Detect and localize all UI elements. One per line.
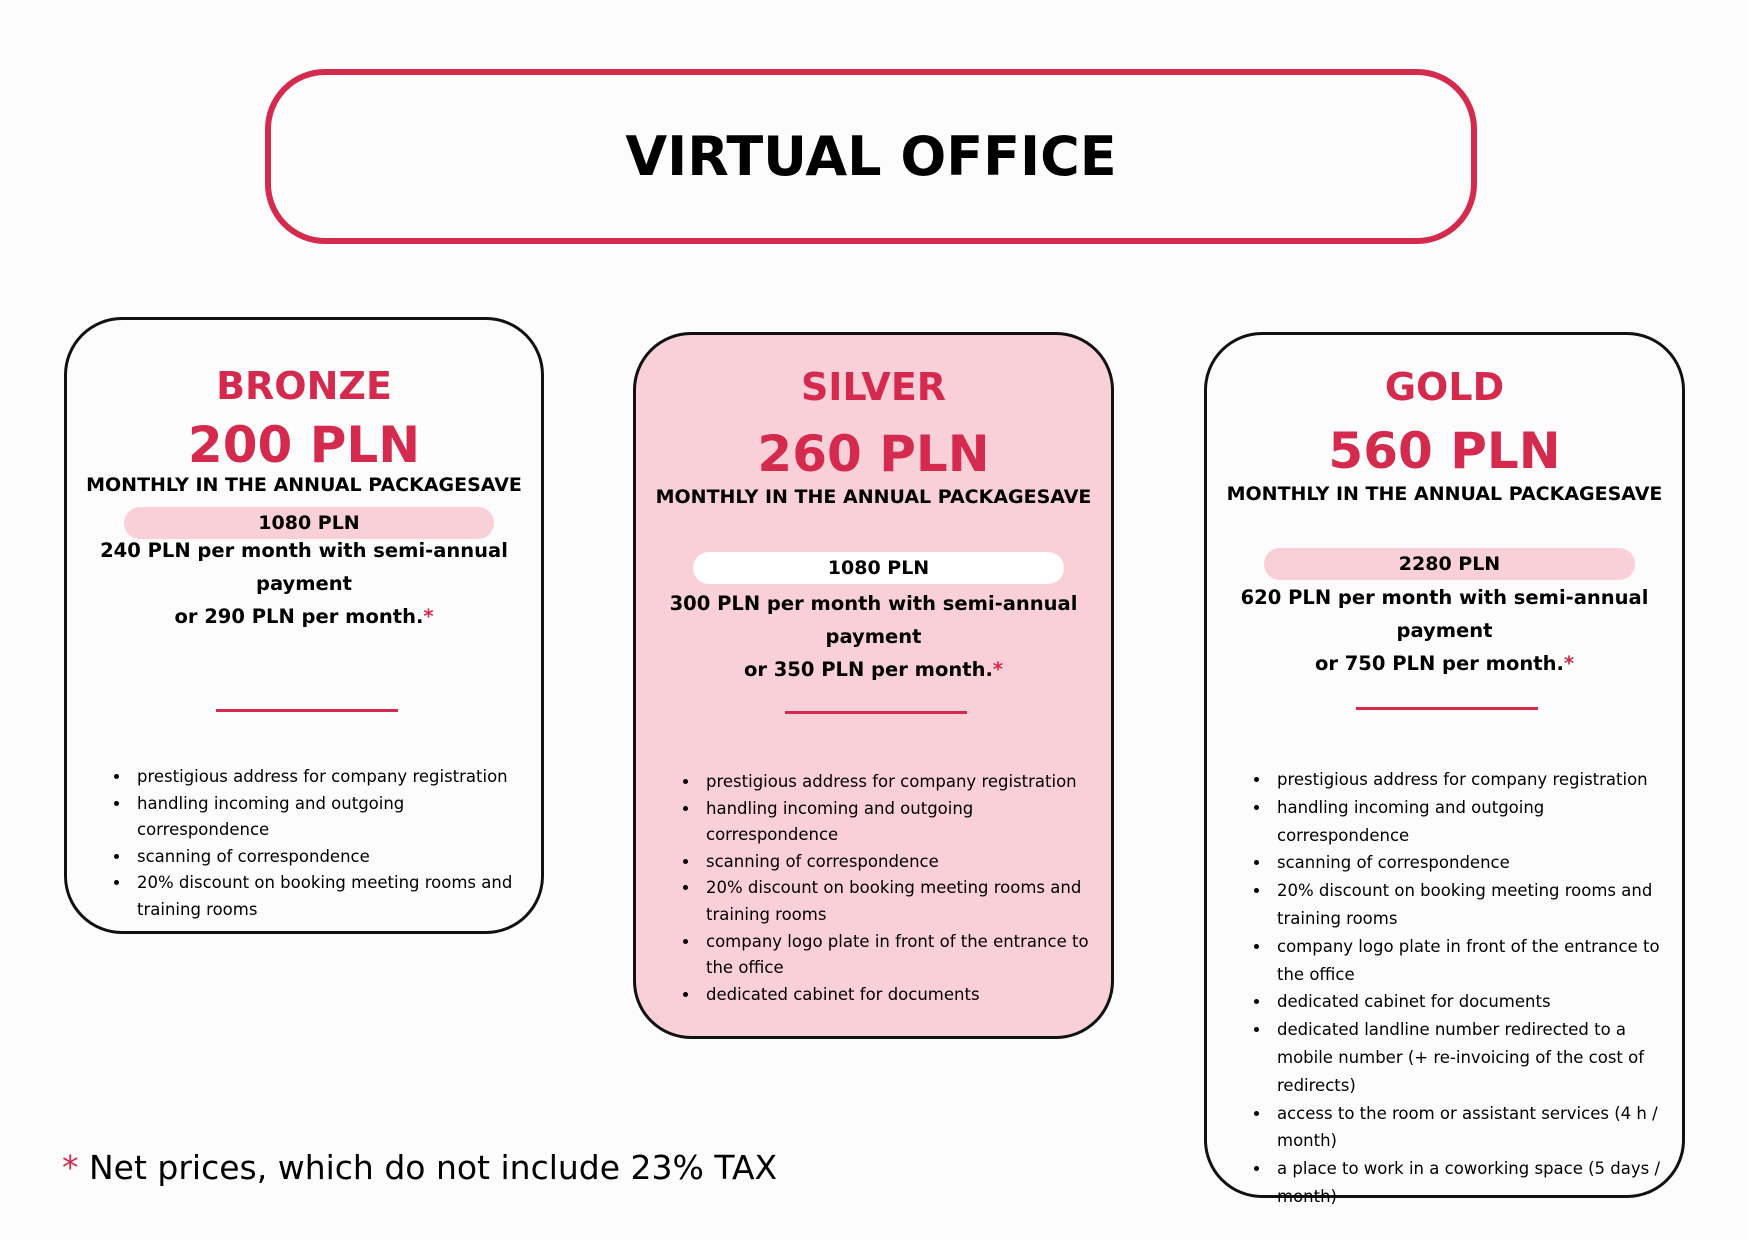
plan-card-gold (1204, 332, 1685, 1206)
alt-pricing (1207, 581, 1682, 680)
divider (785, 711, 967, 714)
monthly-label: MONTHLY IN THE ANNUAL PACKAGESAVE (655, 486, 1092, 508)
feature-item: • 20% discount on booking meeting rooms and training rooms (700, 875, 1101, 928)
feature-item: • company logo plate in front of the entrance to the office (700, 929, 1101, 982)
feature-list (1241, 766, 1672, 1211)
title-banner (265, 69, 1477, 244)
plan-card-silver (633, 332, 1114, 1039)
feature-item: • prestigious address for company registration (131, 764, 531, 791)
feature-item: • dedicated landline number redirected to a mobile number (+ re-invoicing of the cost of redirects) (1271, 1016, 1672, 1099)
feature-item: • handling incoming and outgoing correspondence (1271, 794, 1672, 850)
feature-item: • handling incoming and outgoing correspondence (700, 796, 1101, 849)
plan-price: 560 PLN (1328, 422, 1561, 480)
alt-pricing-line2 (636, 653, 1111, 686)
alt-pricing-line2 (1207, 647, 1682, 680)
feature-item: • handling incoming and outgoing correspondence (131, 791, 531, 844)
alt-pricing-line2-text: or 290 PLN per month. (174, 605, 424, 628)
save-badge: 1080 PLN (124, 507, 494, 539)
monthly-label: MONTHLY IN THE ANNUAL PACKAGESAVE (1226, 483, 1663, 505)
footnote-text: Net prices, which do not include 23% TAX (78, 1148, 778, 1187)
alt-pricing (636, 587, 1111, 686)
plan-name: SILVER (800, 365, 947, 409)
alt-pricing-line1: 300 PLN per month with semi-annual payment (669, 592, 1078, 648)
page-title: VIRTUAL OFFICE (625, 125, 1117, 188)
divider (1356, 707, 1538, 710)
plan-name: GOLD (1384, 365, 1505, 409)
plan-price: 260 PLN (757, 425, 990, 483)
feature-item: • dedicated cabinet for documents (1271, 988, 1672, 1016)
feature-item: • scanning of correspondence (1271, 849, 1672, 877)
feature-list (670, 769, 1101, 1008)
alt-pricing-line1: 240 PLN per month with semi-annual payment (100, 539, 508, 595)
asterisk: * (992, 658, 1004, 681)
asterisk: * (423, 605, 434, 628)
feature-item: • access to the room or assistant services (4 h / month) (1271, 1100, 1672, 1156)
feature-item: • prestigious address for company registration (1271, 766, 1672, 794)
feature-item: • a place to work in a coworking space (5 days / month) (1271, 1155, 1672, 1211)
asterisk: * (62, 1148, 79, 1187)
alt-pricing (67, 534, 541, 633)
alt-pricing-line2-text: or 750 PLN per month. (1314, 652, 1564, 675)
feature-item: • 20% discount on booking meeting rooms and training rooms (1271, 877, 1672, 933)
alt-pricing-line1: 620 PLN per month with semi-annual payment (1240, 586, 1649, 642)
feature-item: • prestigious address for company registration (700, 769, 1101, 796)
feature-item: • 20% discount on booking meeting rooms and training rooms (131, 870, 531, 923)
monthly-label: MONTHLY IN THE ANNUAL PACKAGESAVE (86, 474, 522, 496)
plan-name: BRONZE (216, 364, 392, 408)
feature-item: • scanning of correspondence (131, 844, 531, 871)
feature-item: • company logo plate in front of the entrance to the office (1271, 933, 1672, 989)
plan-card-bronze (64, 317, 544, 934)
save-badge: 2280 PLN (1264, 548, 1635, 580)
save-badge: 1080 PLN (693, 552, 1064, 584)
feature-item: • dedicated cabinet for documents (700, 982, 1101, 1009)
divider (216, 709, 398, 712)
asterisk: * (1563, 652, 1575, 675)
feature-item: • scanning of correspondence (700, 849, 1101, 876)
plan-price: 200 PLN (187, 416, 421, 474)
footnote (62, 1148, 777, 1187)
alt-pricing-line2 (67, 600, 541, 633)
feature-list (101, 764, 531, 924)
alt-pricing-line2-text: or 350 PLN per month. (743, 658, 993, 681)
